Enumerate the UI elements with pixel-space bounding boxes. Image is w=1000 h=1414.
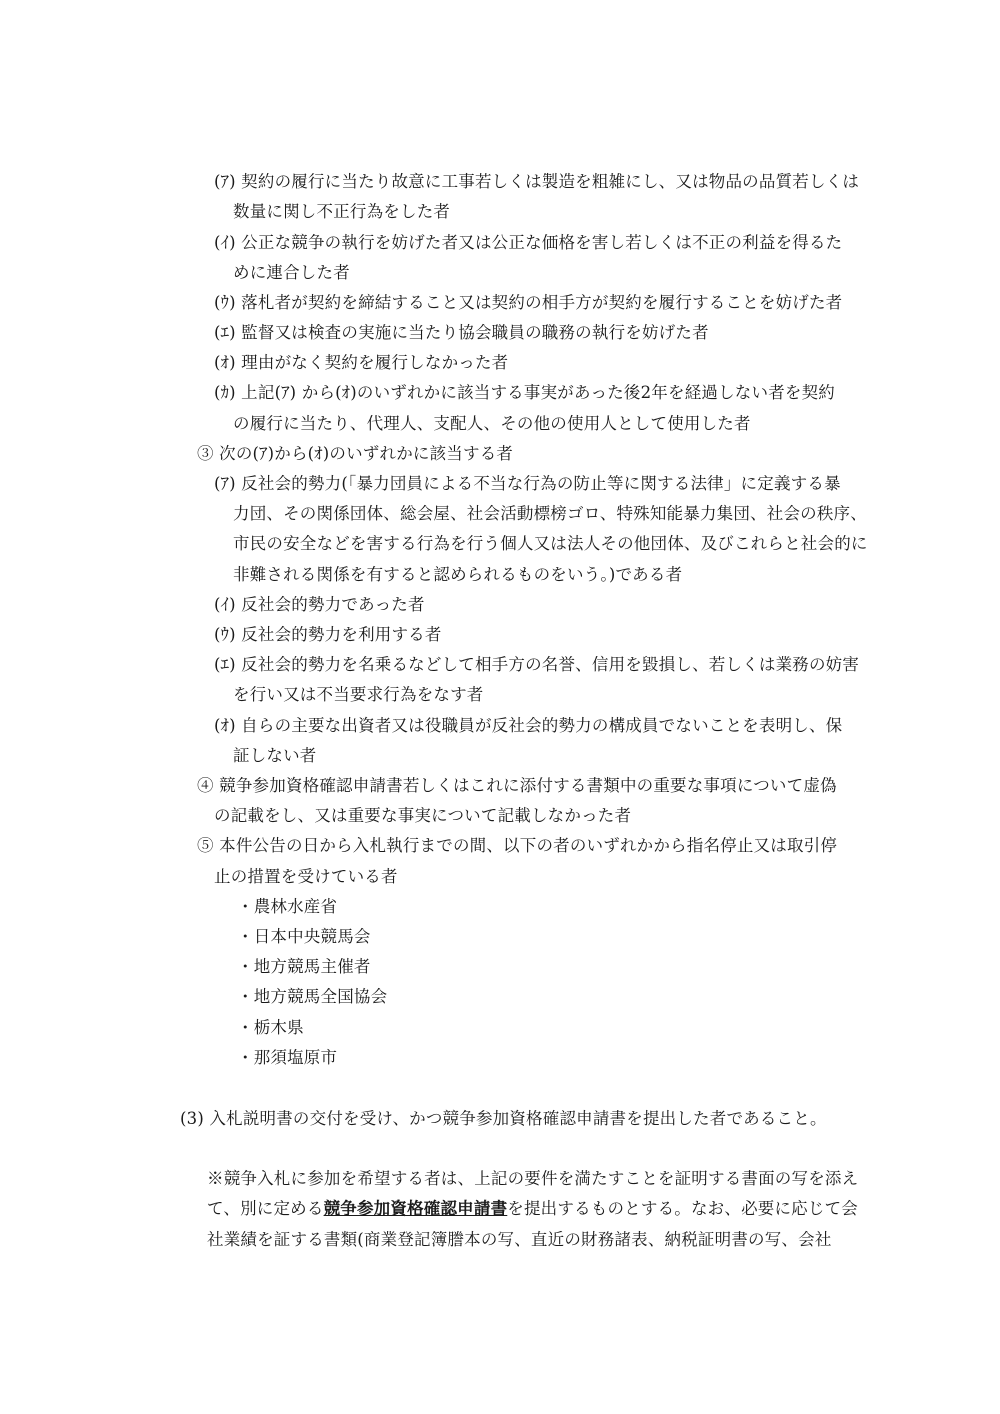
s3-item-u-text: (ｳ) 反社会的勢力を利用する者 bbox=[214, 625, 442, 644]
section4-line2: の記載をし、又は重要な事実について記載しなかった者 bbox=[214, 806, 632, 825]
org-list-item: ・日本中央競馬会 bbox=[237, 927, 371, 946]
section5-line1: ⑤ 本件公告の日から入札執行までの間、以下の者のいずれかから指名停止又は取引停 bbox=[197, 836, 838, 855]
s3-item-e-continuation: を行い又は不当要求行為をなす者 bbox=[233, 685, 484, 704]
note-line2-post: を提出するものとする。なお、必要に応じて会 bbox=[507, 1199, 858, 1218]
item-a-text: (ｱ) 契約の履行に当たり故意に工事若しくは製造を粗雑にし、又は物品の品質若しくは bbox=[214, 172, 860, 191]
note-line1: ※競争入札に参加を希望する者は、上記の要件を満たすことを証明する書面の写を添え bbox=[207, 1169, 859, 1188]
s3-item-i-text: (ｲ) 反社会的勢力であった者 bbox=[214, 595, 425, 614]
item-ka-continuation: の履行に当たり、代理人、支配人、その他の使用人として使用した者 bbox=[233, 414, 751, 433]
item-e-text: (ｴ) 監督又は検査の実施に当たり協会職員の職務の執行を妨げた者 bbox=[214, 323, 709, 342]
org-list-item: ・栃木県 bbox=[237, 1018, 304, 1037]
section5-line2: 止の措置を受けている者 bbox=[214, 867, 398, 886]
application-form-name: 競争参加資格確認申請書 bbox=[323, 1199, 508, 1218]
s3-item-a-text: (ｱ) 反社会的勢力(「暴力団員による不当な行為の防止等に関する法律」に定義する暴 bbox=[214, 474, 841, 493]
item-i-text: (ｲ) 公正な競争の執行を妨げた者又は公正な価格を害し若しくは不正の利益を得るた bbox=[214, 233, 843, 252]
item-ka-text: (ｶ) 上記(ｱ) から(ｵ)のいずれかに該当する事実があった後2年を経過しない者を契約 bbox=[214, 383, 835, 402]
item-u-text: (ｳ) 落札者が契約を締結すること又は契約の相手方が契約を履行することを妨げた者 bbox=[214, 293, 843, 312]
org-list-item: ・農林水産省 bbox=[237, 897, 338, 916]
section3-heading: ③ 次の(ｱ)から(ｵ)のいずれかに該当する者 bbox=[197, 444, 514, 463]
org-list-item: ・那須塩原市 bbox=[237, 1048, 338, 1067]
note-line2-pre: て、別に定める bbox=[207, 1199, 324, 1218]
s3-item-a-cont1: 力団、その関係団体、総会屋、社会活動標榜ゴロ、特殊知能暴力集団、社会の秩序、 bbox=[233, 504, 867, 523]
paragraph-3: (3) 入札説明書の交付を受け、かつ競争参加資格確認申請書を提出した者であること。 bbox=[180, 1109, 827, 1128]
note-line2 bbox=[207, 1198, 858, 1220]
note-line3: 社業績を証する書類(商業登記簿謄本の写、直近の財務諸表、納税証明書の写、会社 bbox=[207, 1230, 832, 1249]
s3-item-a-cont2: 市民の安全などを害する行為を行う個人又は法人その他団体、及びこれらと社会的に bbox=[233, 534, 868, 553]
item-o-text: (ｵ) 理由がなく契約を履行しなかった者 bbox=[214, 353, 509, 372]
org-list-item: ・地方競馬全国協会 bbox=[237, 987, 388, 1006]
item-i-continuation: めに連合した者 bbox=[233, 263, 350, 282]
s3-item-e-text: (ｴ) 反社会的勢力を名乗るなどして相手方の名誉、信用を毀損し、若しくは業務の妨害 bbox=[214, 655, 860, 674]
s3-item-o-continuation: 証しない者 bbox=[233, 746, 317, 765]
s3-item-o-text: (ｵ) 自らの主要な出資者又は役職員が反社会的勢力の構成員でないことを表明し、保 bbox=[214, 716, 843, 735]
s3-item-a-cont3: 非難される関係を有すると認められるものをいう。)である者 bbox=[233, 565, 683, 584]
item-a-continuation: 数量に関し不正行為をした者 bbox=[233, 202, 451, 221]
section4-line1: ④ 競争参加資格確認申請書若しくはこれに添付する書類中の重要な事項について虚偽 bbox=[197, 776, 837, 795]
org-list-item: ・地方競馬主催者 bbox=[237, 957, 371, 976]
